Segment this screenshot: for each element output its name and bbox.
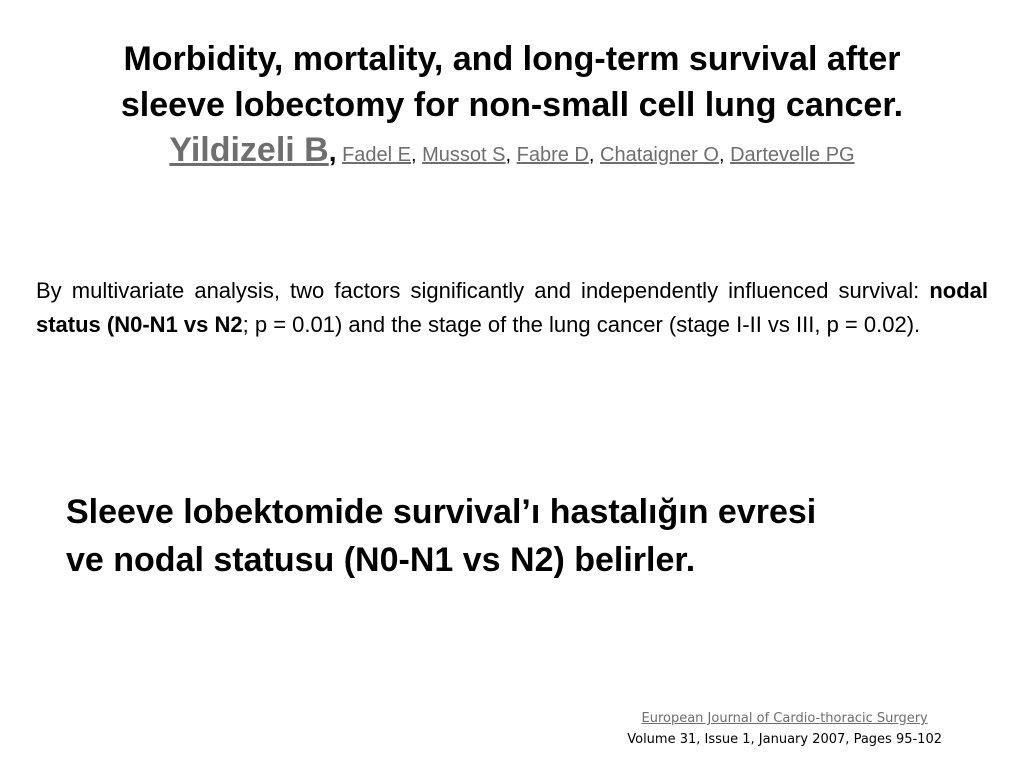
title-block — [20, 36, 1004, 175]
author-link-mussot[interactable]: Mussot S — [422, 144, 506, 166]
paper-title-line-2: sleeve lobectomy for non-small cell lung cancer. — [120, 86, 904, 124]
author-link-chataigner[interactable]: Chataigner O — [600, 144, 719, 166]
conclusion-line-2: ve nodal statusu (N0-N1 vs N2) belirler. — [66, 541, 696, 579]
author-separator: , — [718, 144, 725, 166]
abstract-bold-finding: nodal status (N0-N1 vs N2 — [36, 278, 988, 337]
journal-citation — [627, 708, 942, 750]
author-list — [20, 130, 1004, 175]
conclusion-line-1: Sleeve lobektomide survival’ı hastalığın evresi — [66, 493, 817, 531]
author-link-yildizeli[interactable]: Yildizeli B — [169, 131, 329, 169]
author-separator: , — [588, 144, 595, 166]
paper-title — [20, 36, 1004, 128]
author-link-dartevelle[interactable]: Dartevelle PG — [730, 144, 855, 166]
journal-details: Volume 31, Issue 1, January 2007, Pages 95-102 — [627, 732, 942, 747]
author-separator: , — [411, 144, 417, 166]
abstract-paragraph — [36, 274, 988, 342]
abstract-text-end: ; p = 0.01) and the stage of the lung cancer (stage I-II vs III, p = 0.02). — [242, 312, 921, 337]
journal-link[interactable]: European Journal of Cardio-thoracic Surgery — [641, 711, 928, 726]
author-separator: , — [328, 136, 337, 167]
paper-title-line-1: Morbidity, mortality, and long-term survival after — [123, 40, 901, 78]
conclusion-statement — [66, 488, 976, 584]
abstract-text-start: By multivariate analysis, two factors significantly and independently influenced survival: — [36, 278, 930, 303]
author-separator: , — [505, 144, 512, 166]
author-link-fabre[interactable]: Fabre D — [516, 144, 589, 166]
author-link-fadel[interactable]: Fadel E — [342, 144, 412, 166]
